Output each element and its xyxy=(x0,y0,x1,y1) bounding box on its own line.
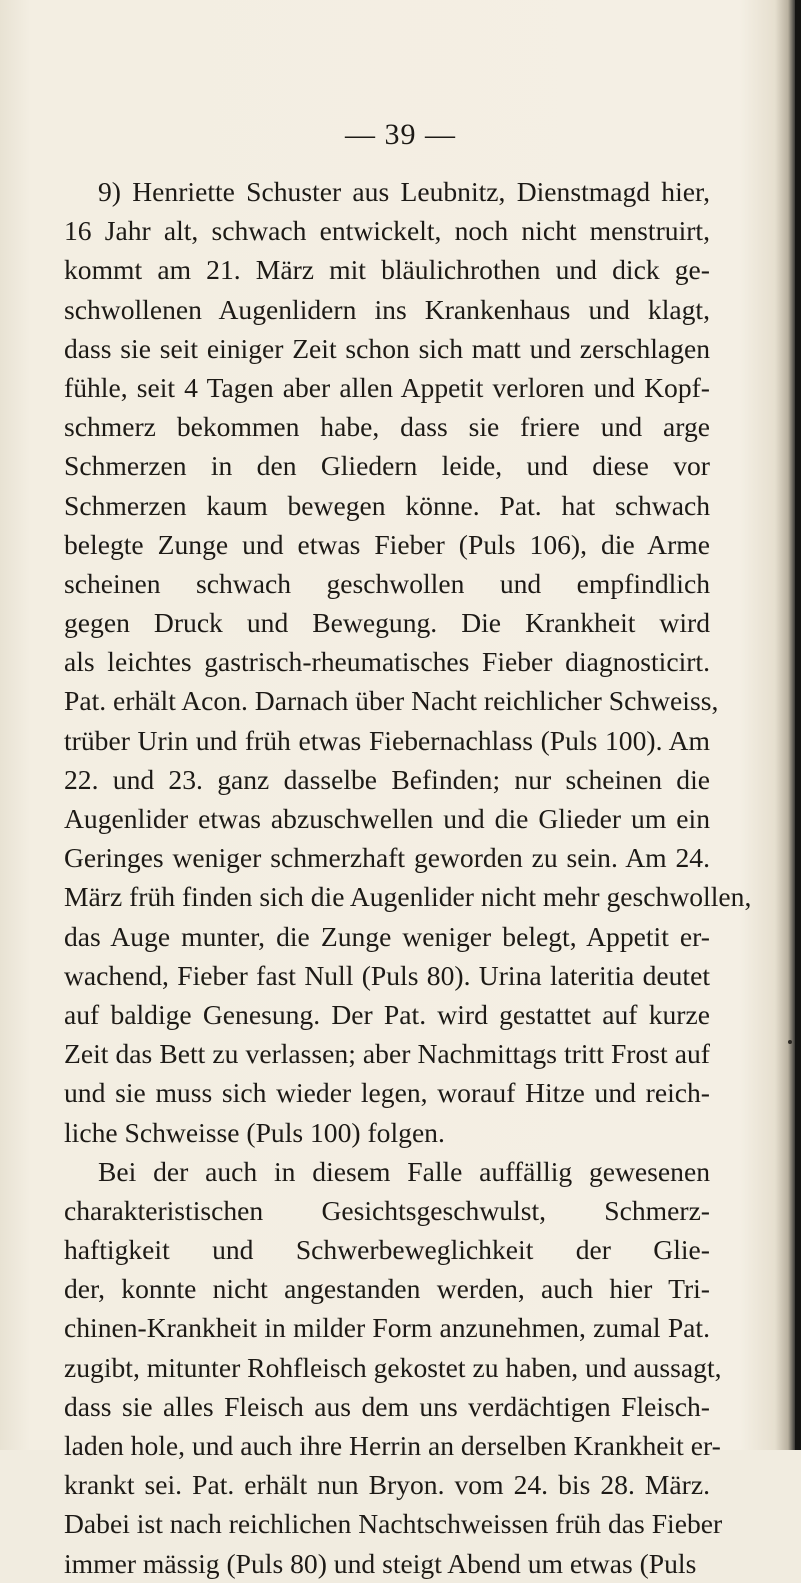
text-line: zugibt, mitunter Rohfleisch gekostet zu haben, und aussagt, xyxy=(64,1351,722,1383)
text-line: dass sie alles Fleisch aus dem uns verdächtigen Fleisch- xyxy=(64,1390,710,1422)
text-line: Dabei ist nach reichlichen Nachtschweissen früh das Fieber xyxy=(64,1508,723,1540)
text-line: Geringes weniger schmerzhaft geworden zu sein. Am 24. xyxy=(64,842,710,874)
text-line: der, konnte nicht angestanden werden, auch hier Tri- xyxy=(64,1273,710,1305)
text-line: scheinen schwach geschwollen und empfindlich xyxy=(64,567,710,599)
text-line: Pat. erhält Acon. Darnach über Nacht reichlicher Schweiss, xyxy=(64,685,719,717)
text-line: schmerz bekommen habe, dass sie friere und arge xyxy=(64,411,710,443)
text-line: 22. und 23. ganz dasselbe Befinden; nur scheinen die xyxy=(64,763,710,795)
ink-speck xyxy=(788,1040,792,1044)
text-line: 16 Jahr alt, schwach entwickelt, noch nicht menstruirt, xyxy=(64,215,710,247)
text-line: dass sie seit einiger Zeit schon sich matt und zerschlagen xyxy=(64,332,710,364)
text-line: liche Schweisse (Puls 100) folgen. xyxy=(64,1116,445,1148)
text-line: Zeit das Bett zu verlassen; aber Nachmittags tritt Frost auf xyxy=(64,1038,710,1070)
text-line: krankt sei. Pat. erhält nun Bryon. vom 24. bis 28. März. xyxy=(64,1469,710,1501)
text-line: belegte Zunge und etwas Fieber (Puls 106), die Arme xyxy=(64,528,710,560)
text-line: trüber Urin und früh etwas Fiebernachlass (Puls 100). Am xyxy=(64,724,710,756)
text-line: und sie muss sich wieder legen, worauf Hitze und reich- xyxy=(64,1077,710,1109)
text-line: gegen Druck und Bewegung. Die Krankheit wird xyxy=(64,607,710,639)
text-line: Schmerzen in den Gliedern leide, und diese vor xyxy=(64,450,710,482)
page-number: — 39 — xyxy=(345,118,456,151)
page-edge-shadow xyxy=(795,0,801,1450)
text-line: 9) Henriette Schuster aus Leubnitz, Dienstmagd hier, xyxy=(98,176,710,207)
text-line: fühle, seit 4 Tagen aber allen Appetit verloren und Kopf- xyxy=(64,371,710,403)
text-line: charakteristischen Gesichtsgeschwulst, Schmerz- xyxy=(64,1194,710,1226)
text-line: das Auge munter, die Zunge weniger belegt, Appetit er- xyxy=(64,920,710,952)
text-line: laden hole, und auch ihre Herrin an derselben Krankheit er- xyxy=(64,1430,721,1461)
text-line: schwollenen Augenlidern ins Krankenhaus und klagt, xyxy=(64,293,710,325)
text-line: Augenlider etwas abzuschwellen und die Glieder um ein xyxy=(64,803,710,834)
text-line: immer mässig (Puls 80) und steigt Abend um etwas (Puls xyxy=(64,1547,697,1579)
text-line: als leichtes gastrisch-rheumatisches Fieber diagnosticirt. xyxy=(64,646,710,678)
text-line: kommt am 21. März mit bläulichrothen und dick ge- xyxy=(64,254,710,286)
text-line: haftigkeit und Schwerbeweglichkeit der Glie- xyxy=(64,1234,710,1266)
text-line: Schmerzen kaum bewegen könne. Pat. hat schwach xyxy=(64,489,710,521)
text-line: auf baldige Genesung. Der Pat. wird gestattet auf kurze xyxy=(64,998,710,1030)
text-line: Bei der auch in diesem Falle auffällig gewesenen xyxy=(98,1155,710,1187)
text-line: März früh finden sich die Augenlider nicht mehr geschwollen, xyxy=(64,881,752,913)
text-line: wachend, Fieber fast Null (Puls 80). Urina lateritia deutet xyxy=(64,959,710,991)
text-line: chinen-Krankheit in milder Form anzunehmen, zumal Pat. xyxy=(64,1312,710,1344)
body-text xyxy=(64,172,752,1583)
